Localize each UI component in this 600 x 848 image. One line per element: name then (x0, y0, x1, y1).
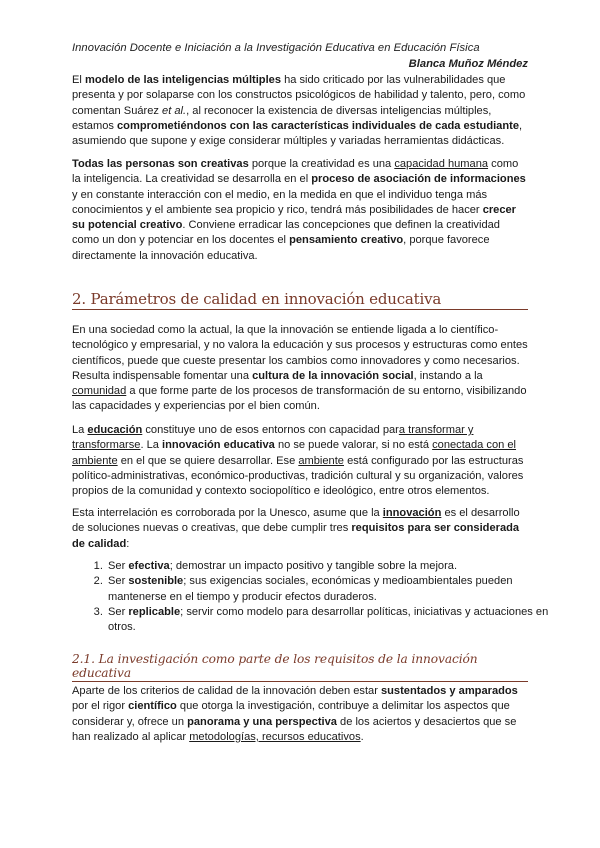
section-heading-quality-parameters: 2. Parámetros de calidad en innovación educativa (72, 290, 528, 310)
subsection-heading-research: 2.1. La investigación como parte de los requisitos de la innovación educativa (72, 652, 528, 682)
list-item: 2. Ser sostenible; sus exigencias sociales, económicas y medioambientales pueden mantenerse en el tiempo y producir efectos duraderos. (106, 574, 562, 605)
paragraph-unesco: Esta interrelación es corroborada por la Unesco, asume que la innovación es el desarrollo de soluciones nuevas o creativas, que debe cumplir tres requisitos para ser considerada de calidad: (72, 507, 520, 550)
paragraph-innovation-culture: En una sociedad como la actual, la que la innovación se entiende ligada a lo científico-tecnológico y empresarial, y no valora la educación y sus procesos y estructuras como entes científicos, puede que cueste presentar los cambios como innovadores y como necesarios. Resulta indispensable fomentar una cultura de la innovación social, instando a la comunidad a que forme parte de los procesos de transformación de su entorno, visibilizando las capacidades y experiencias por el bien común. (72, 324, 528, 413)
paragraph-scientific-rigor: Aparte de los criterios de calidad de la innovación deben estar sustentados y amparados por el rigor científico que otorga la investigación, contribuye a delimitar los aspectos que considerar y, ofrece un panorama y una perspectiva de los aciertos y desaciertos que se han realizado al aplicar metodologías, recursos educativos. (72, 685, 518, 743)
paragraph-multiple-intelligences: El modelo de las inteligencias múltiples ha sido criticado por las vulnerabilidades que presenta y por solaparse con los constructos psicológicos de habilidad y talento, pero, como comentan Suárez et al., al reconocer la existencia de diversas inteligencias múltiples, estamos comprometiéndonos con las características individuales de cada estudiante, asumiendo que supone y exige considerar múltiples y variadas herramientas didácticas. (72, 74, 526, 148)
paragraph-education-environment: La educación constituye uno de esos entornos con capacidad para transformar y transformarse. La innovación educativa no se puede valorar, si no está conectada con el ambiente en el que se quiere desarrollar. Ese ambiente está configurado por las estructuras político-administrativas, económico-productivas, tradición cultural y su organización, valores propios de la comunidad y contexto sociopolítico e ideológico, entre otros elementos. (72, 424, 524, 498)
list-item: 1. Ser efectiva; demostrar un impacto positivo y tangible sobre la mejora. (106, 559, 562, 574)
list-item: 3. Ser replicable; servir como modelo para desarrollar políticas, iniciativas y actuaciones en otros. (106, 605, 562, 636)
header-title: Innovación Docente e Iniciación a la Investigación Educativa en Educación Física (72, 42, 480, 54)
paragraph-creativity: Todas las personas son creativas porque la creatividad es una capacidad humana como la inteligencia. La creatividad se desarrolla en el proceso de asociación de informaciones y en constante interacción con el medio, en la medida en que el individuo tenga más conocimientos y el ambiente sea propicio y rico, tendrá más posibilidades de hacer crecer su potencial creativo. Conviene erradicar las concepciones que definen la creatividad como un don y potenciar en los docentes el pensamiento creativo, porque favorece directamente la innovación educativa. (72, 158, 526, 262)
header-author: Blanca Muñoz Méndez (408, 58, 528, 70)
quality-requirements-list (72, 559, 562, 635)
